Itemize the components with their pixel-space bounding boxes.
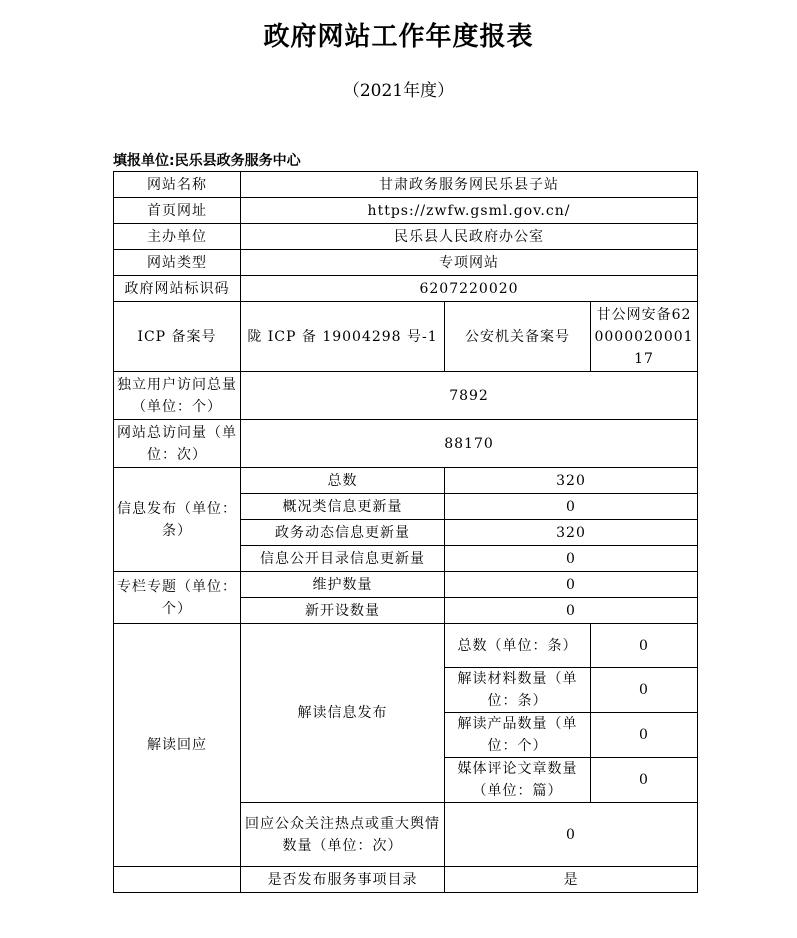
cell-value: 陇 ICP 备 19004298 号-1 bbox=[241, 302, 445, 372]
cell-label: 公安机关备案号 bbox=[445, 302, 591, 372]
cell-value: 88170 bbox=[241, 420, 698, 468]
cell-group-label: 信息发布（单位：条） bbox=[114, 468, 241, 572]
cell-value: 0 bbox=[591, 758, 698, 803]
cell-value: 专项网站 bbox=[241, 250, 698, 276]
report-year: （2021年度） bbox=[342, 81, 455, 101]
cell-label: 概况类信息更新量 bbox=[241, 494, 445, 520]
cell-value: 320 bbox=[445, 468, 698, 494]
cell-group-label: 解读回应 bbox=[114, 624, 241, 867]
cell-label: 媒体评论文章数量（单位：篇） bbox=[445, 758, 591, 803]
cell-label: 网站总访问量（单位：次） bbox=[114, 420, 241, 468]
cell-label: 解读材料数量（单位：条） bbox=[445, 668, 591, 713]
cell-sub-label: 解读信息发布 bbox=[241, 624, 445, 803]
table-row bbox=[114, 624, 698, 668]
table-row bbox=[114, 224, 698, 250]
cell-label: 总数 bbox=[241, 468, 445, 494]
cell-value: https://zwfw.gsml.gov.cn/ bbox=[241, 198, 698, 224]
cell-value: 0 bbox=[445, 598, 698, 624]
cell-label: 回应公众关注热点或重大舆情数量（单位：次） bbox=[241, 803, 445, 867]
table-row bbox=[114, 198, 698, 224]
cell-label: 是否发布服务事项目录 bbox=[241, 867, 445, 893]
table-row bbox=[114, 867, 698, 893]
cell-value: 0 bbox=[445, 572, 698, 598]
cell-label: 主办单位 bbox=[114, 224, 241, 250]
cell-group-label: 专栏专题（单位：个） bbox=[114, 572, 241, 624]
cell-label: ICP 备案号 bbox=[114, 302, 241, 372]
cell-label: 总数（单位：条） bbox=[445, 624, 591, 668]
cell-value: 民乐县人民政府办公室 bbox=[241, 224, 698, 250]
cell-value: 6207220020 bbox=[241, 276, 698, 302]
table-row bbox=[114, 372, 698, 420]
report-table bbox=[113, 171, 698, 893]
cell-value: 甘公网安备62000002000117 bbox=[591, 302, 698, 372]
table-row bbox=[114, 172, 698, 198]
cell-value: 0 bbox=[591, 624, 698, 668]
cell-label: 解读产品数量（单位：个） bbox=[445, 713, 591, 758]
table-row bbox=[114, 572, 698, 598]
cell-value: 320 bbox=[445, 520, 698, 546]
cell-value: 0 bbox=[591, 668, 698, 713]
cell-label: 信息公开目录信息更新量 bbox=[241, 546, 445, 572]
cell-label: 新开设数量 bbox=[241, 598, 445, 624]
cell-label: 独立用户访问总量（单位：个） bbox=[114, 372, 241, 420]
cell-label: 政务动态信息更新量 bbox=[241, 520, 445, 546]
table-row bbox=[114, 420, 698, 468]
cell-label: 首页网址 bbox=[114, 198, 241, 224]
cell-value: 是 bbox=[445, 867, 698, 893]
table-row bbox=[114, 276, 698, 302]
cell-label bbox=[114, 867, 241, 893]
table-row bbox=[114, 302, 698, 372]
cell-value: 0 bbox=[591, 713, 698, 758]
cell-value: 0 bbox=[445, 803, 698, 867]
cell-label: 政府网站标识码 bbox=[114, 276, 241, 302]
report-title: 政府网站工作年度报表 bbox=[263, 22, 534, 52]
reporting-unit: 填报单位:民乐县政务服务中心 bbox=[113, 153, 301, 169]
cell-value: 甘肃政务服务网民乐县子站 bbox=[241, 172, 698, 198]
table-row bbox=[114, 250, 698, 276]
cell-label: 网站类型 bbox=[114, 250, 241, 276]
cell-value: 7892 bbox=[241, 372, 698, 420]
cell-label: 维护数量 bbox=[241, 572, 445, 598]
table-row bbox=[114, 468, 698, 494]
cell-label: 网站名称 bbox=[114, 172, 241, 198]
cell-value: 0 bbox=[445, 494, 698, 520]
cell-value: 0 bbox=[445, 546, 698, 572]
